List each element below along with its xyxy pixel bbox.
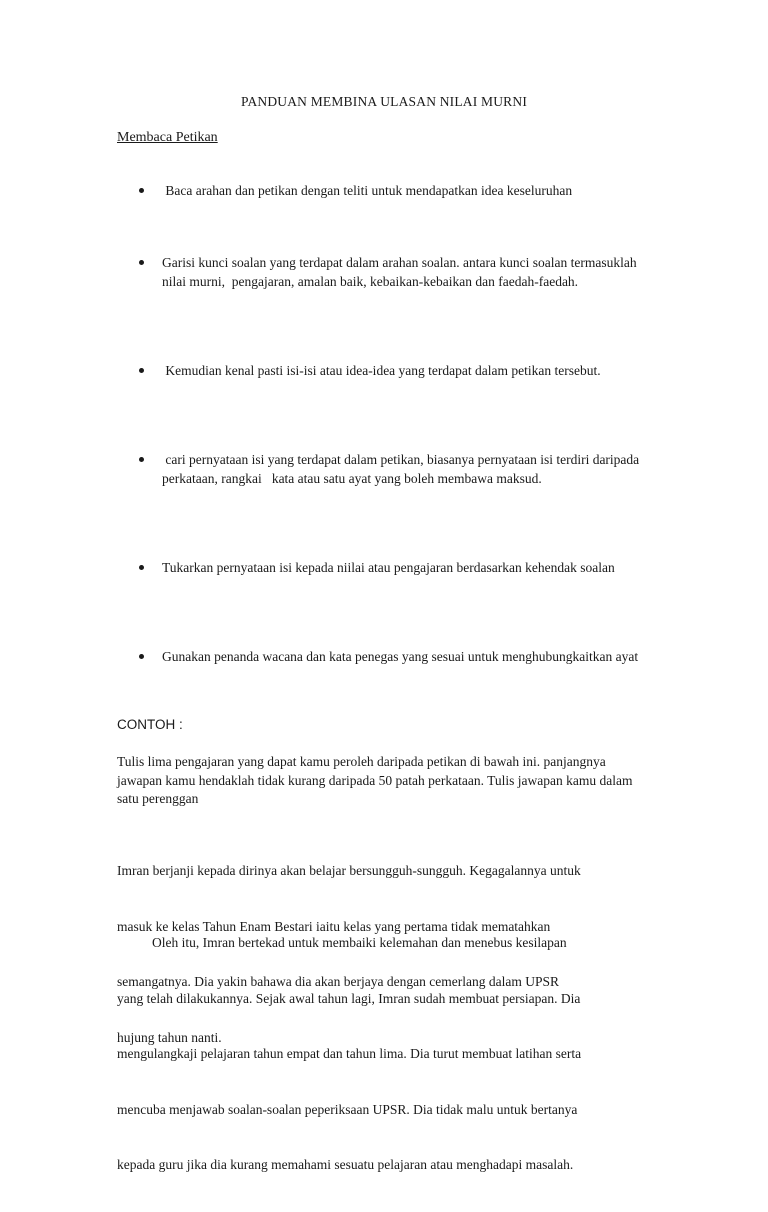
passage-line: mengulangkaji pelajaran tahun empat dan tahun lima. Dia turut membuat latihan serta	[117, 1046, 582, 1061]
list-item-text: Garisi kunci soalan yang terdapat dalam arahan soalan. antara kunci soalan termasuklah nilai murni, pengajaran, amalan baik, kebaikan-kebaikan dan faedah-faedah.	[162, 255, 640, 289]
passage-line: hujung tahun nanti.	[117, 1029, 222, 1045]
passage-line: mencuba menjawab soalan-soalan peperiksaan UPSR. Dia tidak malu untuk bertanya	[117, 1101, 578, 1117]
list-item-text: Tukarkan pernyataan isi kepada niilai atau pengajaran berdasarkan kehendak soalan	[162, 560, 615, 575]
section-heading: Membaca Petikan	[117, 130, 218, 145]
bullet-icon	[139, 457, 144, 462]
passage-line: masuk ke kelas Tahun Enam Bestari iaitu kelas yang pertama tidak mematahkan	[117, 918, 551, 934]
list-item-text: Gunakan penanda wacana dan kata penegas yang sesuai untuk menghubungkaitkan ayat	[162, 649, 639, 664]
passage-line: semangatnya. Dia yakin bahawa dia akan berjaya dengan cemerlang dalam UPSR	[117, 974, 559, 989]
page-title: PANDUAN MEMBINA ULASAN NILAI MURNI	[240, 94, 528, 109]
passage-line: yang telah dilakukannya. Sejak awal tahun lagi, Imran sudah membuat persiapan. Dia	[117, 990, 581, 1006]
passage-line: kepada guru jika dia kurang memahami sesuatu pelajaran atau menghadapi masalah.	[117, 1157, 574, 1172]
bullet-icon	[139, 368, 144, 373]
bullet-icon	[139, 565, 144, 570]
passage-line: Imran berjanji kepada dirinya akan belajar bersungguh-sungguh. Kegagalannya untuk	[117, 863, 581, 878]
list-item-text: Baca arahan dan petikan dengan teliti untuk mendapatkan idea keseluruhan	[162, 183, 573, 198]
list-item-text: Kemudian kenal pasti isi-isi atau idea-idea yang terdapat dalam petikan tersebut.	[162, 363, 601, 378]
list-item-text: cari pernyataan isi yang terdapat dalam petikan, biasanya pernyataan isi terdiri daripada perkataan, rangkai kata atau satu ayat yang boleh membawa maksud.	[162, 452, 643, 486]
bullet-icon	[139, 260, 144, 265]
instruction-paragraph: Tulis lima pengajaran yang dapat kamu peroleh daripada petikan di bawah ini. panjangnya jawapan kamu hendaklah tidak kurang daripada 50 patah perkataan. Tulis jawapan kamu dalam satu perenggan	[117, 754, 636, 806]
bullet-icon	[139, 654, 144, 659]
bullet-icon	[139, 188, 144, 193]
passage-paragraph-2	[117, 897, 654, 1212]
passage-line: Oleh itu, Imran bertekad untuk membaiki kelemahan dan menebus kesilapan	[152, 935, 567, 950]
example-heading: CONTOH :	[117, 717, 183, 732]
